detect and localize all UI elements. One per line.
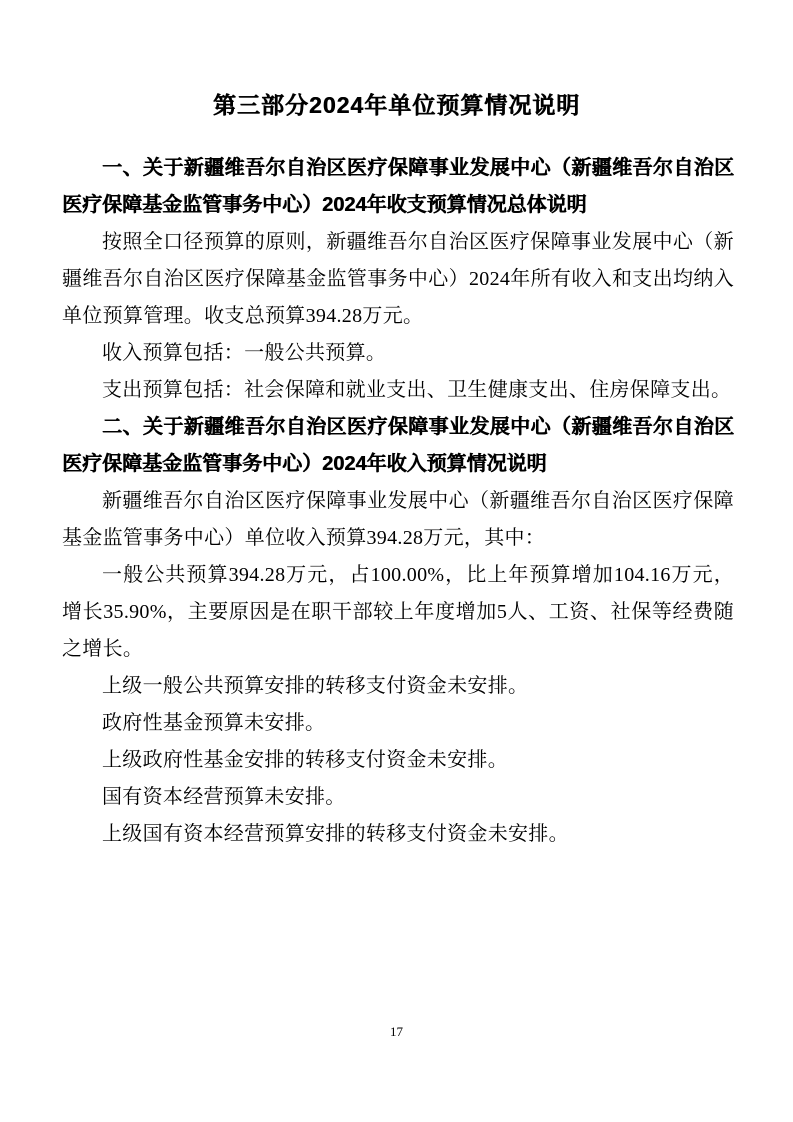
paragraph-income-detail: 一般公共预算394.28万元，占100.00%，比上年预算增加104.16万元，增长35.90%，主要原因是在职干部较上年度增加5人、工资、社保等经费随之增长。	[62, 564, 734, 660]
paragraph-gov-fund: 政府性基金预算未安排。	[102, 712, 326, 734]
page-number: 17	[390, 1024, 403, 1039]
paragraph-income-total: 新疆维吾尔自治区医疗保障事业发展中心（新疆维吾尔自治区医疗保障基金监管事务中心）单位收入预算394.28万元，其中：	[62, 490, 734, 549]
section-heading-2: 二、关于新疆维吾尔自治区医疗保障事业发展中心（新疆维吾尔自治区医疗保障基金监管事务中心）2024年收入预算情况说明	[62, 416, 734, 475]
paragraph-transfer-gov-fund: 上级政府性基金安排的转移支付资金未安排。	[102, 749, 508, 771]
section-heading-1: 一、关于新疆维吾尔自治区医疗保障事业发展中心（新疆维吾尔自治区医疗保障基金监管事务中心）2024年收支预算情况总体说明	[62, 157, 734, 216]
page-title: 第三部分2024年单位预算情况说明	[212, 92, 581, 118]
paragraph-expense-scope: 支出预算包括：社会保障和就业支出、卫生健康支出、住房保障支出。	[102, 379, 732, 401]
document-body	[62, 150, 734, 853]
paragraph-income-scope: 收入预算包括：一般公共预算。	[102, 342, 387, 364]
paragraph-overview: 按照全口径预算的原则，新疆维吾尔自治区医疗保障事业发展中心（新疆维吾尔自治区医疗保障基金监管事务中心）2024年所有收入和支出均纳入单位预算管理。收支总预算394.28万元。	[62, 231, 734, 327]
paragraph-state-capital: 国有资本经营预算未安排。	[102, 786, 346, 808]
paragraph-transfer-state-capital: 上级国有资本经营预算安排的转移支付资金未安排。	[102, 823, 569, 845]
paragraph-transfer-public: 上级一般公共预算安排的转移支付资金未安排。	[102, 675, 529, 697]
